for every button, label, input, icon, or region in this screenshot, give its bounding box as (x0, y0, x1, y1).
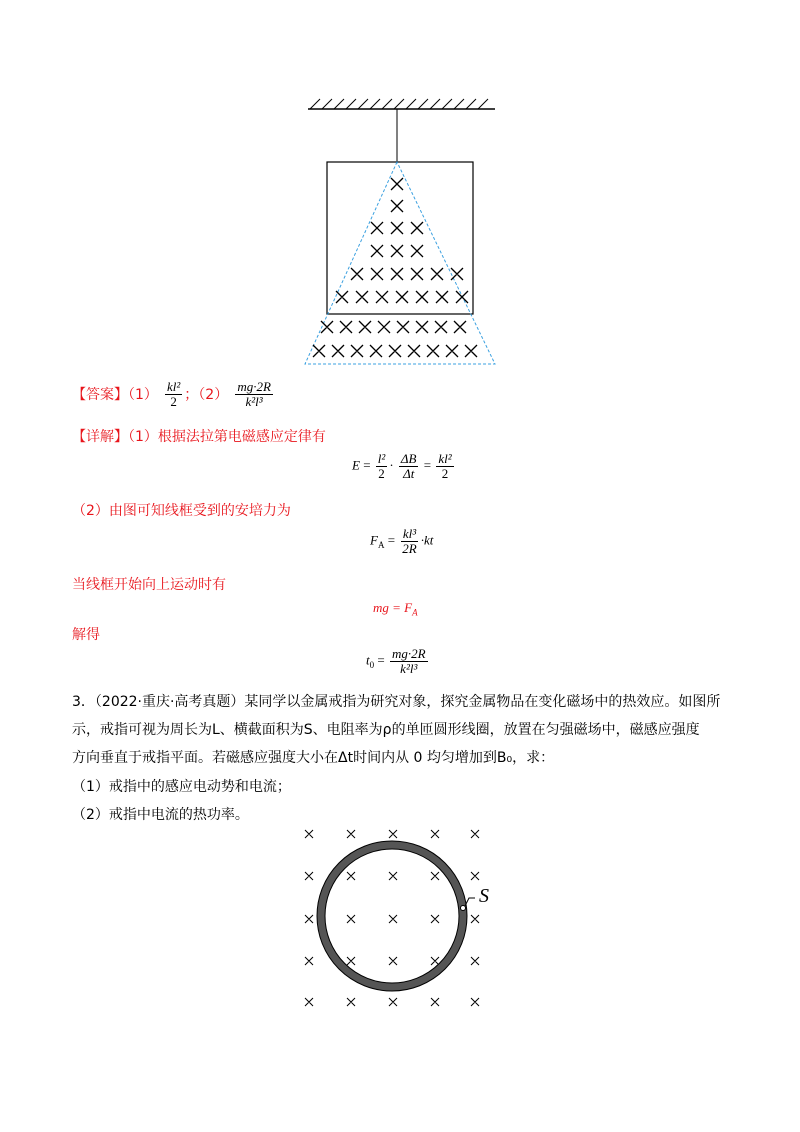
problem3-line2: 示，戒指可视为周长为L、横截面积为S、电阻率为ρ的单匝圆形线圈，放置在匀强磁场中，磁感应强度 (72, 722, 700, 738)
equation-balance: mg = $F_A$ (373, 600, 418, 618)
problem3-q2: （2）戒指中电流的热功率。 (72, 807, 249, 823)
detail-step1: （1）根据法拉第电磁感应定律有 (128, 429, 326, 445)
problem3-q1: （1）戒指中的感应电动势和电流； (72, 779, 291, 795)
detail-step3: 当线框开始向上运动时有 (72, 577, 226, 593)
field-boundary (305, 162, 495, 364)
equation-emf: E = $\frac{\text{l²}}{2}$ · $\frac{\Delta B}{\Delta t}$ = $\frac{\text{kl²}}{2}$ (352, 451, 452, 481)
metal-ring-inner-edge (325, 849, 459, 983)
figure-hanging-frame (300, 92, 500, 372)
ceiling-hatch (310, 99, 488, 109)
wire-frame (327, 162, 473, 314)
answer-part2: （2） (198, 387, 229, 403)
problem3-line1: 3．（2022·重庆·高考真题）某同学以金属戒指为研究对象，探究金属物品在变化磁场中的热效应。如图所 (72, 694, 721, 710)
answer1-fraction: $\frac{\text{kl²}}{2}$ (167, 379, 181, 409)
answer2-fraction: $\frac{mg\cdot 2R}{\text{k²l³}}$ (237, 379, 271, 409)
detail-label: 【详解】 (72, 429, 128, 445)
ring-field-crosses (305, 830, 479, 1006)
detail-step4: 解得 (72, 627, 100, 643)
cross-section-label: S (479, 885, 489, 907)
detail-step2: （2）由图可知线框受到的安培力为 (72, 503, 291, 519)
metal-ring (321, 845, 463, 987)
equation-time: $t_0$ = $\frac{mg\cdot 2R}{\text{k²l³}}$ (366, 646, 426, 676)
cross-section-marker (461, 906, 466, 911)
problem3-line3: 方向垂直于戒指平面。若磁感应强度大小在Δt时间内从 0 均匀增加到B₀，求： (72, 750, 555, 766)
figure-ring (295, 820, 515, 1010)
detail-line (72, 426, 326, 446)
answer-part1: （1） (128, 387, 158, 403)
equation-ampere-force: $F_A$ = $\frac{\text{kl³}}{2R}$ ·kt (370, 526, 434, 556)
field-crosses (313, 178, 477, 357)
answer-label: 【答案】 (72, 387, 128, 403)
answer-line: 【答案】（1） $\frac{\text{kl²}}{2}$ ；（2） $\frac{mg\cdot 2R}{\text{k²l³}}$ (72, 379, 271, 409)
